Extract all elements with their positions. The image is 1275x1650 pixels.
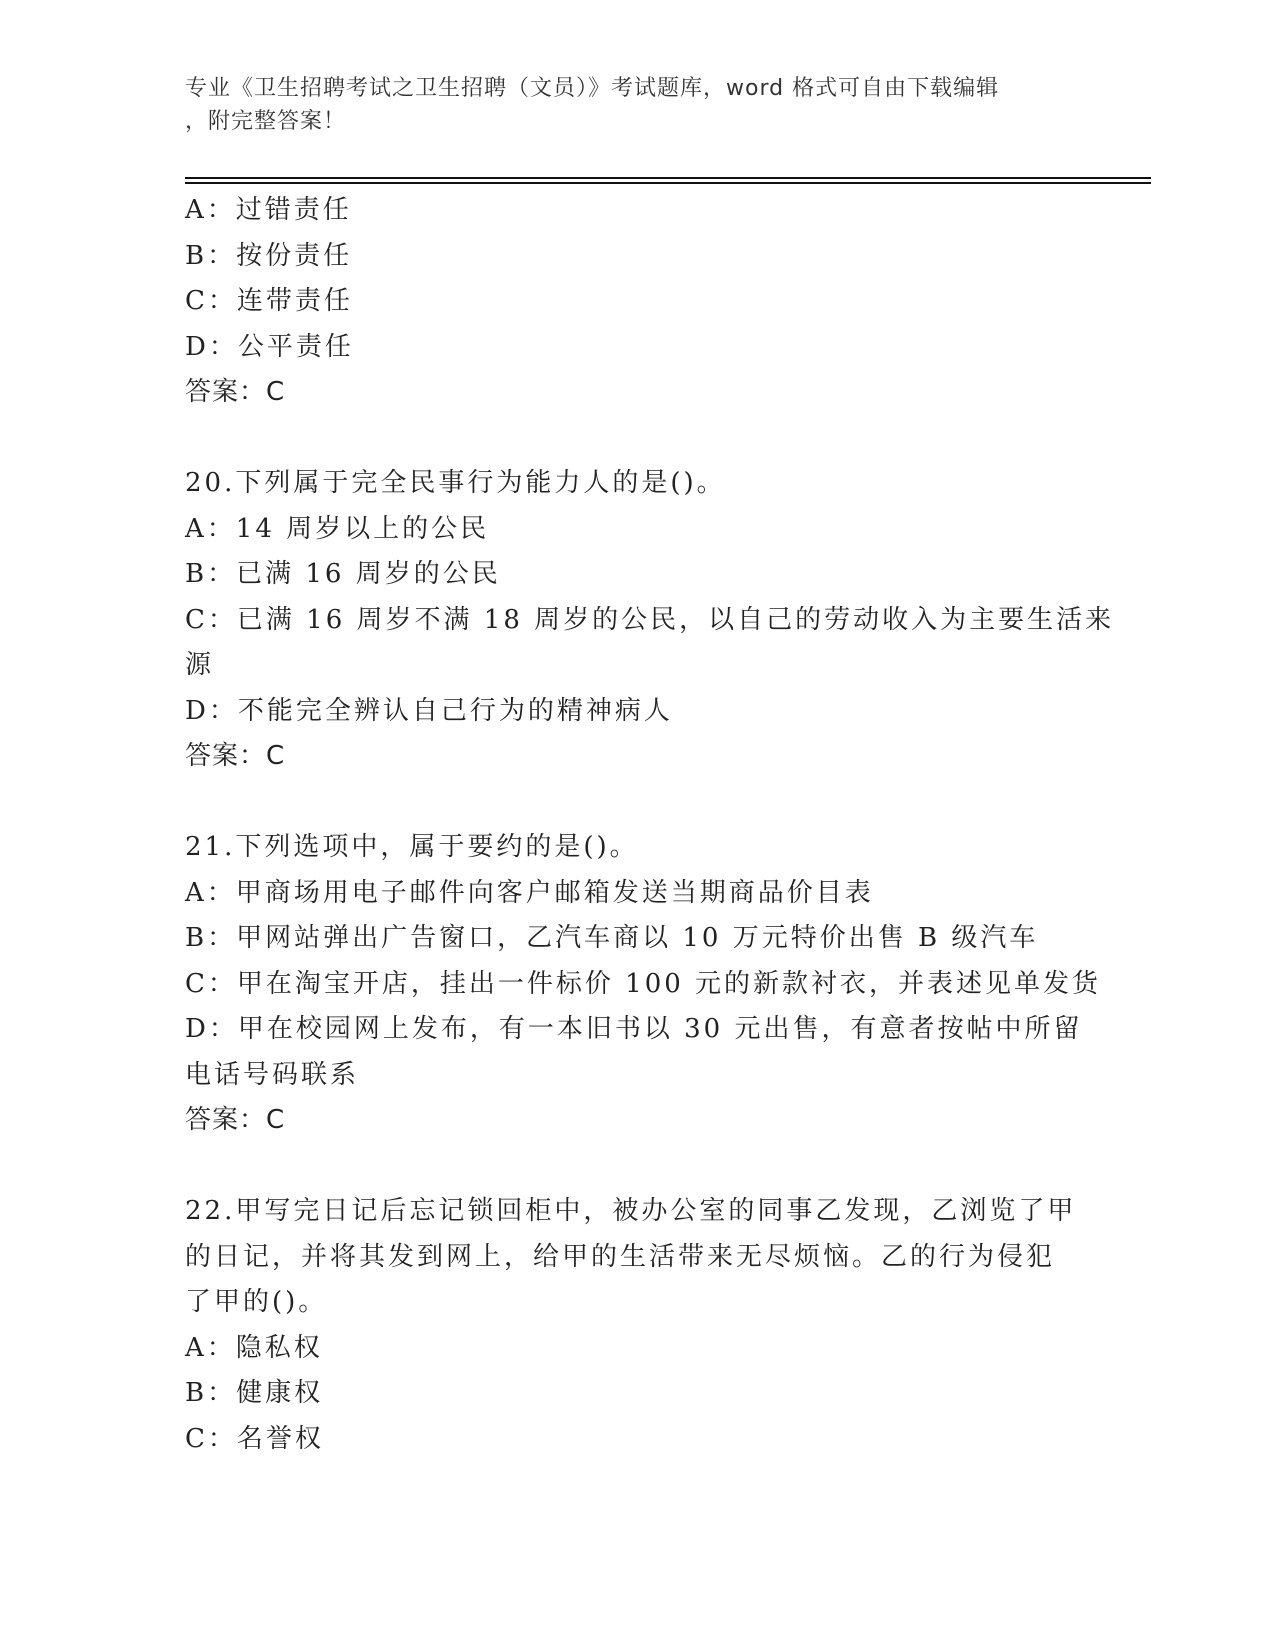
q22-question-line-1: 22.甲写完日记后忘记锁回柜中，被办公室的同事乙发现，乙浏览了甲 xyxy=(185,1196,1077,1226)
spacer xyxy=(185,780,1085,826)
q22-option-b: B：健康权 xyxy=(185,1378,324,1408)
q22-question-line-3: 了甲的()。 xyxy=(185,1287,328,1317)
q21-option-d-line-2: 电话号码联系 xyxy=(185,1059,360,1090)
header-line-2: ，附完整答案！ xyxy=(185,109,347,134)
q21-option-c: C：甲在淘宝开店，挂出一件标价 100 元的新款衬衣，并表述见单发货 xyxy=(185,968,1102,999)
q20-option-c-line-1: C：已满 16 周岁不满 18 周岁的公民，以自己的劳动收入为主要生活来 xyxy=(185,604,1115,635)
q22-option-c: C：名誉权 xyxy=(185,1423,324,1454)
question-21-block xyxy=(185,825,1102,1144)
q20-option-b: B：已满 16 周岁的公民 xyxy=(185,559,501,589)
q21-answer: 答案：C xyxy=(185,1105,286,1135)
q20-option-c-line-2: 源 xyxy=(185,650,215,680)
q20-question: 20.下列属于完全民事行为能力人的是()。 xyxy=(185,468,726,498)
q22-question-line-2: 的日记，并将其发到网上，给甲的生活带来无尽烦恼。乙的行为侵犯 xyxy=(185,1241,1056,1272)
document-header xyxy=(185,72,1065,138)
q21-option-b: B：甲网站弹出广告窗口，乙汽车商以 10 万元特价出售 B 级汽车 xyxy=(185,923,1039,953)
header-rule-top xyxy=(185,177,1151,179)
q19-option-b: B：按份责任 xyxy=(185,240,353,271)
q19-option-d: D：公平责任 xyxy=(185,331,354,362)
question-22-block xyxy=(185,1189,1085,1462)
q20-answer: 答案：C xyxy=(185,741,286,771)
question-20-block xyxy=(185,461,1115,780)
q19-answer: 答案：C xyxy=(185,377,286,407)
document-body xyxy=(185,188,1115,1462)
q21-option-d-line-1: D：甲在校园网上发布，有一本旧书以 30 元出售，有意者按帖中所留 xyxy=(185,1014,1083,1044)
q21-option-a: A：甲商场用电子邮件向客户邮箱发送当期商品价目表 xyxy=(185,877,874,908)
header-rule-bottom xyxy=(185,182,1151,184)
q22-option-a: A：隐私权 xyxy=(185,1332,323,1363)
spacer xyxy=(185,416,1085,462)
q19-option-c: C：连带责任 xyxy=(185,286,353,316)
q21-question: 21.下列选项中，属于要约的是()。 xyxy=(185,832,639,862)
header-line-1: 专业《卫生招聘考试之卫生招聘（文员）》考试题库，word 格式可自由下载编辑 xyxy=(185,76,1000,101)
q20-option-d: D：不能完全辨认自己行为的精神病人 xyxy=(185,695,673,726)
spacer xyxy=(185,1144,1085,1190)
q19-option-a: A：过错责任 xyxy=(185,195,352,225)
question-19-block xyxy=(185,188,1085,416)
q20-option-a: A：14 周岁以上的公民 xyxy=(185,513,490,544)
